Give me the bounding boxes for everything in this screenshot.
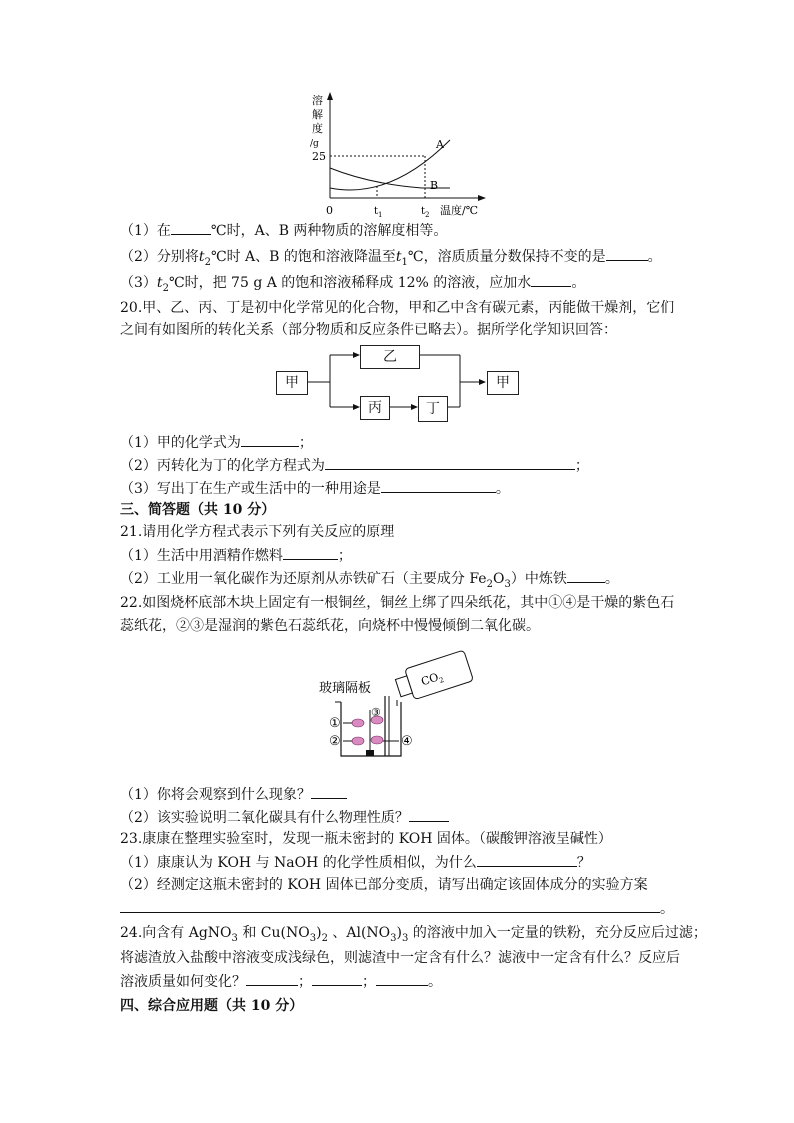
q20-part2: （2）丙转化为丁的化学方程式为 ； [120, 455, 589, 476]
answer-blank[interactable] [325, 455, 575, 470]
box-yi: 乙 [360, 345, 420, 369]
q21-part2: （2）工业用一氧化碳作为还原剂从赤铁矿石（主要成分 $Fe_2O_3$）中炼铁 。 [120, 568, 619, 595]
answer-blank[interactable] [171, 220, 211, 235]
box-bing: 丙 [360, 396, 390, 420]
q20-stem-line2: 之间有如图所的转化关系（部分物质和反应条件已略去）。据所学化学知识回答： [120, 322, 617, 338]
y-label-4: /g [310, 139, 319, 149]
answer-blank[interactable] [409, 807, 449, 822]
x-axis-label: 温度/℃ [440, 204, 479, 217]
q24-stem-line2: 将滤渣放入盐酸中溶液变成浅绿色，则滤渣中一定含有什么？滤液中一定含有什么？反应后 [120, 950, 680, 966]
q20-part3: （3）写出丁在生产或生活中的一种用途是 。 [120, 478, 510, 499]
box-jia-start: 甲 [276, 371, 308, 395]
box-jia-end: 甲 [487, 371, 519, 395]
q20-part1: （1）甲的化学式为 ； [120, 432, 313, 453]
box-ding: 丁 [418, 396, 448, 422]
solubility-graph [300, 88, 500, 223]
q21-part1: （1）生活中用酒精作燃料 ； [120, 545, 352, 566]
q24-answers: 溶液质量如何变化？ ； ； 。 [120, 971, 442, 992]
q19-part1: （1）在 ℃时，A、B 两种物质的溶解度相等。 [120, 220, 447, 241]
flower-label-3: ③ [371, 706, 381, 719]
q22-stem-line1: 22.如图烧杯底部木块上固定有一根铜丝，铜丝上绑了四朵纸花，其中①④是干燥的紫色石 [120, 595, 675, 611]
answer-blank[interactable] [120, 898, 660, 913]
answer-blank[interactable] [477, 852, 577, 867]
answer-blank[interactable] [283, 545, 338, 560]
q23-stem: 23.康康在整理实验室时，发现一瓶未密封的 KOH 固体。（碳酸钾溶液呈碱性） [120, 831, 612, 847]
origin-label: 0 [326, 204, 333, 217]
beaker-figure [315, 640, 475, 765]
co2-label: $CO_2$ [419, 670, 445, 689]
q20-stem-line1: 20.甲、乙、丙、丁是初中化学常见的化合物，甲和乙中含有碳元素，丙能做干燥剂，它们 [120, 300, 675, 316]
q19-part2: （2）分别将$t_2℃$时 A、B 的饱和溶液降温至$t_1℃$，溶质质量分数保持不变的是 。 [120, 246, 662, 273]
y-label-2: 解 [312, 108, 323, 121]
q19-part3: $(3)t_2℃$时，把 75 g A 的饱和溶液稀释成 12% 的溶液，应加水 。 [120, 272, 585, 299]
y-label-1: 溶 [312, 94, 323, 107]
q22-part2: （2）该实验说明二氧化碳具有什么物理性质？ [120, 807, 449, 828]
glass-partition-label: 玻璃隔板 [319, 681, 372, 696]
flower-label-4: ④ [401, 734, 413, 749]
t2-label: $t_2$ [421, 206, 430, 219]
y-tick-25: 25 [312, 150, 326, 163]
answer-blank[interactable] [381, 478, 496, 493]
answer-blank[interactable] [531, 272, 571, 287]
answer-blank[interactable] [241, 432, 299, 447]
curve-b-label: B [430, 179, 439, 192]
q23-part2-answer: 。 [120, 898, 674, 919]
section-3-heading: 三、简答题（共 10 分） [120, 502, 276, 518]
answer-blank[interactable] [246, 971, 298, 986]
t1-label: $t_1$ [374, 206, 383, 219]
y-label-3: 度 [312, 122, 323, 135]
answer-blank[interactable] [376, 971, 428, 986]
flower-label-1: ① [329, 716, 341, 731]
q24-stem-line1: 24.向含有 AgNO$_3$ 和 $Cu(NO_3)_2$ 、$Al(NO_3)_3$ 的溶液中加入一定量的铁粉，充分反应后过滤； [120, 925, 707, 944]
answer-blank[interactable] [311, 784, 347, 799]
q23-part2: （2）经测定这瓶未密封的 KOH 固体已部分变质，请写出确定该固体成分的实验方案 [120, 877, 648, 893]
q23-part1: （1）康康认为 KOH 与 NaOH 的化学性质相似，为什么 ？ [120, 852, 591, 873]
q22-part1: （1）你将会观察到什么现象？ [120, 784, 347, 805]
section-4-heading: 四、综合应用题（共 10 分） [120, 998, 304, 1014]
q21-stem: 21.请用化学方程式表示下列有关反应的原理 [120, 524, 395, 540]
answer-blank[interactable] [312, 971, 362, 986]
flower-label-2: ② [329, 734, 341, 749]
answer-blank[interactable] [567, 568, 605, 583]
curve-a-label: A [436, 138, 444, 151]
q22-stem-line2: 蕊纸花，②③是湿润的紫色石蕊纸花，向烧杯中慢慢倾倒二氧化碳。 [120, 618, 540, 634]
answer-blank[interactable] [606, 246, 648, 261]
